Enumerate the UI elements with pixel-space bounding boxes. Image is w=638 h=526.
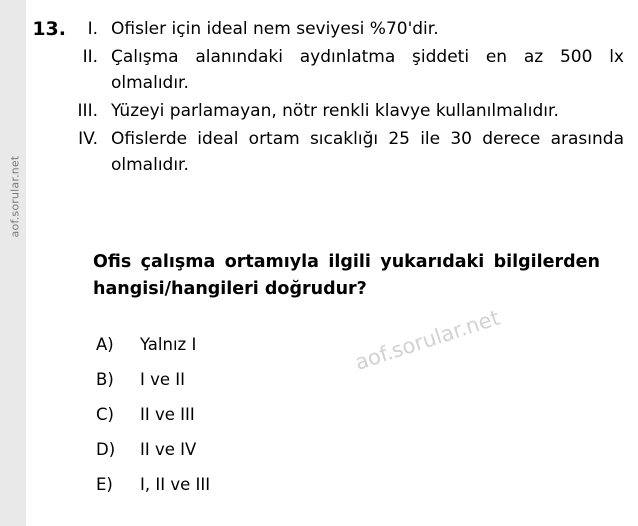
option-e[interactable] [96,472,596,497]
option-text: II ve III [140,405,195,424]
roman-text: Ofisler için ideal nem seviyesi %70'dir. [111,19,439,39]
list-item [64,98,624,124]
option-text: Yalnız I [140,335,197,354]
option-d[interactable] [96,437,596,462]
option-text: I, II ve III [140,475,211,494]
roman-text: Çalışma alanındaki aydınlatma şiddeti en az 500 lx olmalıdır. [111,47,624,93]
roman-text: Yüzeyi parlamayan, nötr renkli klavye kullanılmalıdır. [111,101,559,121]
answer-options [96,332,596,507]
list-item [64,16,624,42]
side-watermark-strip [0,0,26,526]
roman-label: IV. [78,129,98,149]
diagonal-watermark: aof.sorular.net [352,305,503,375]
option-letter: A) [96,335,114,354]
list-item [64,44,624,96]
option-a[interactable] [96,332,596,357]
option-letter: C) [96,405,114,424]
option-letter: E) [96,475,113,494]
roman-label: I. [87,19,98,39]
list-item [64,126,624,178]
option-text: I ve II [140,370,186,389]
side-watermark-text: aof.sorular.net [8,155,22,238]
option-b[interactable] [96,367,596,392]
option-text: II ve IV [140,440,197,459]
option-c[interactable] [96,402,596,427]
option-letter: B) [96,370,114,389]
roman-label: III. [77,101,98,121]
question-stem: Ofis çalışma ortamıyla ilgili yukarıdaki bilgilerden hangisi/hangileri doğrudur? [93,252,600,299]
option-letter: D) [96,440,116,459]
question-content [26,0,638,526]
roman-statement-list [64,16,624,180]
roman-label: II. [82,47,98,67]
question-number: 13. [32,18,66,40]
roman-text: Ofislerde ideal ortam sıcaklığı 25 ile 30 derece arasında olmalıdır. [111,129,624,175]
